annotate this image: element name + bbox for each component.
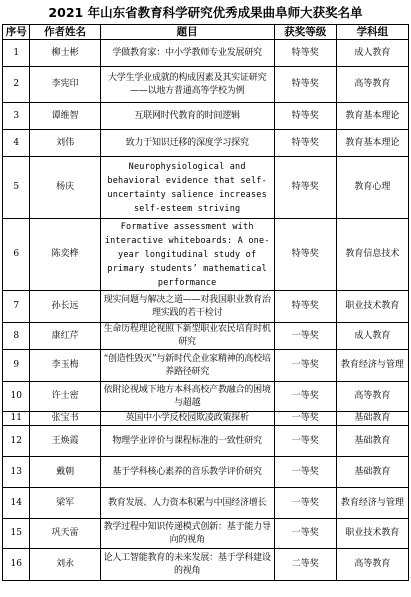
- row-number: 9: [3, 350, 30, 382]
- header-award: 获奖等级: [274, 25, 336, 40]
- subject-group: 高等教育: [336, 382, 408, 412]
- subject-group: 高等教育: [336, 67, 408, 103]
- table-row: [3, 323, 409, 350]
- row-number: 12: [3, 426, 30, 457]
- award-level: 特等奖: [274, 103, 336, 130]
- award-level: 一等奖: [274, 426, 336, 457]
- subject-group: 教育基本理论: [336, 130, 408, 157]
- author-name: 康红芹: [30, 323, 100, 350]
- row-number: 15: [3, 519, 30, 549]
- paper-title: 论人工智能教育的未来发展：基于学科建设的视角: [100, 549, 274, 581]
- header-topic: 题目: [100, 25, 274, 40]
- subject-group: 教育心理: [336, 157, 408, 219]
- award-level: 一等奖: [274, 323, 336, 350]
- award-level: 特等奖: [274, 291, 336, 323]
- row-number: 16: [3, 549, 30, 581]
- paper-title: 学做教育家：中小学教师专业发展研究: [100, 40, 274, 67]
- row-number: 11: [3, 412, 30, 426]
- row-number: 14: [3, 488, 30, 519]
- paper-title: 大学生学业成就的构成因素及其实证研究——以地方普通高等学校为例: [100, 67, 274, 103]
- paper-title: 基于学科核心素养的音乐教学评价研究: [100, 457, 274, 488]
- author-name: 巩天雷: [30, 519, 100, 549]
- paper-title: 教育发展、人力资本积累与中国经济增长: [100, 488, 274, 519]
- author-name: 谭维智: [30, 103, 100, 130]
- table-row: [3, 157, 409, 219]
- table-row: [3, 519, 409, 549]
- award-level: 特等奖: [274, 130, 336, 157]
- author-name: 孙长远: [30, 291, 100, 323]
- author-name: 许士密: [30, 382, 100, 412]
- author-name: 刘永: [30, 549, 100, 581]
- row-number: 5: [3, 157, 30, 219]
- header-category: 学科组: [336, 25, 408, 40]
- header-no: 序号: [3, 25, 30, 40]
- author-name: 王焕霞: [30, 426, 100, 457]
- page-title: 2021 年山东省教育科学研究优秀成果曲阜师大获奖名单: [48, 5, 363, 20]
- award-level: 特等奖: [274, 157, 336, 219]
- table-row: [3, 488, 409, 519]
- row-number: 6: [3, 219, 30, 291]
- author-name: 戴朝: [30, 457, 100, 488]
- author-name: 梁军: [30, 488, 100, 519]
- subject-group: 教育经济与管理: [336, 488, 408, 519]
- author-name: 李宪印: [30, 67, 100, 103]
- paper-title: 依附论视域下地方本科高校产教融合的困境与超越: [100, 382, 274, 412]
- award-table: [2, 24, 409, 581]
- award-level: 特等奖: [274, 67, 336, 103]
- table-header-row: [3, 25, 409, 40]
- table-row: [3, 103, 409, 130]
- paper-title: 英国中小学反校园欺凌政策探析: [100, 412, 274, 426]
- table-row: [3, 130, 409, 157]
- header-author: 作者姓名: [30, 25, 100, 40]
- table-row: [3, 67, 409, 103]
- award-level: 一等奖: [274, 412, 336, 426]
- author-name: 刘伟: [30, 130, 100, 157]
- award-level: 特等奖: [274, 219, 336, 291]
- table-row: [3, 219, 409, 291]
- row-number: 3: [3, 103, 30, 130]
- row-number: 7: [3, 291, 30, 323]
- author-name: 柳士彬: [30, 40, 100, 67]
- award-level: 特等奖: [274, 40, 336, 67]
- award-level: 一等奖: [274, 382, 336, 412]
- table-row: [3, 549, 409, 581]
- row-number: 8: [3, 323, 30, 350]
- subject-group: 职业技术教育: [336, 291, 408, 323]
- paper-title: “创造性毁灭”与新时代企业家精神的高校培养路径研究: [100, 350, 274, 382]
- table-row: [3, 40, 409, 67]
- table-row: [3, 291, 409, 323]
- subject-group: 教育信息技术: [336, 219, 408, 291]
- author-name: 陈奕桦: [30, 219, 100, 291]
- author-name: 李玉梅: [30, 350, 100, 382]
- row-number: 1: [3, 40, 30, 67]
- table-row: [3, 412, 409, 426]
- award-level: 二等奖: [274, 549, 336, 581]
- table-row: [3, 426, 409, 457]
- author-name: 张宝书: [30, 412, 100, 426]
- subject-group: 教育经济与管理: [336, 350, 408, 382]
- award-level: 一等奖: [274, 350, 336, 382]
- paper-title: 致力于知识迁移的深度学习探究: [100, 130, 274, 157]
- table-row: [3, 457, 409, 488]
- row-number: 10: [3, 382, 30, 412]
- paper-title: 物理学业评价与课程标准的一致性研究: [100, 426, 274, 457]
- subject-group: 基础教育: [336, 412, 408, 426]
- table-row: [3, 350, 409, 382]
- paper-title: 教学过程中知识传递模式创新：基于能力导向的视角: [100, 519, 274, 549]
- paper-title: Formative assessment with interactive whiteboards: A one-year longitudinal study of primary students’ mathematical performance: [100, 219, 274, 291]
- paper-title: 现实问题与解决之道——对我国职业教育治理实践的若干检讨: [100, 291, 274, 323]
- row-number: 2: [3, 67, 30, 103]
- table-row: [3, 382, 409, 412]
- subject-group: 高等教育: [336, 549, 408, 581]
- row-number: 13: [3, 457, 30, 488]
- subject-group: 成人教育: [336, 323, 408, 350]
- paper-title: Neurophysiological and behavioral evidence that self-uncertainty salience increases self-esteem striving: [100, 157, 274, 219]
- author-name: 杨庆: [30, 157, 100, 219]
- paper-title: 生命历程理论视照下新型职业农民培育时机研究: [100, 323, 274, 350]
- subject-group: 教育基本理论: [336, 103, 408, 130]
- award-level: 一等奖: [274, 457, 336, 488]
- subject-group: 基础教育: [336, 426, 408, 457]
- award-level: 一等奖: [274, 519, 336, 549]
- subject-group: 职业技术教育: [336, 519, 408, 549]
- subject-group: 基础教育: [336, 457, 408, 488]
- row-number: 4: [3, 130, 30, 157]
- subject-group: 成人教育: [336, 40, 408, 67]
- paper-title: 互联网时代教育的时间逻辑: [100, 103, 274, 130]
- award-level: 一等奖: [274, 488, 336, 519]
